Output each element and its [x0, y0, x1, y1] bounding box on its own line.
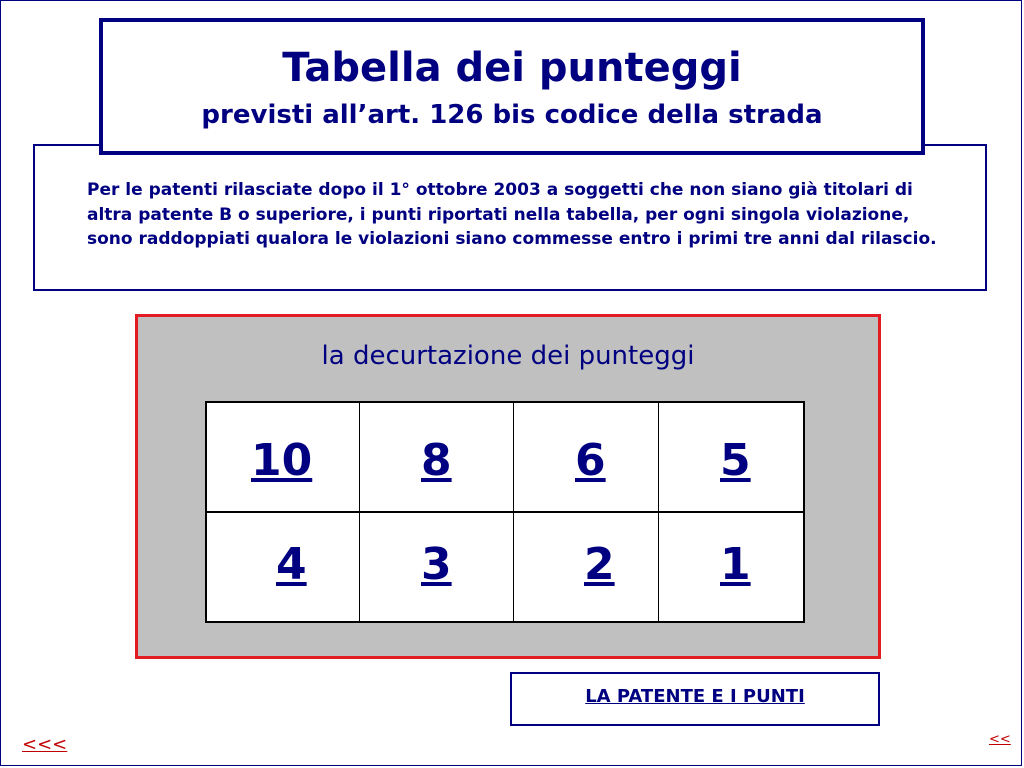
page-subtitle: previsti all’art. 126 bis codice della strada — [201, 100, 823, 130]
scores-table — [205, 401, 805, 623]
score-link-5[interactable]: 5 — [720, 435, 751, 486]
table-divider — [207, 511, 803, 513]
score-link-4[interactable]: 4 — [276, 539, 307, 590]
score-link-2[interactable]: 2 — [584, 539, 615, 590]
back-far-link[interactable]: <<< — [22, 734, 68, 755]
home-link[interactable]: LA PATENTE E I PUNTI — [585, 686, 805, 707]
info-text: Per le patenti rilasciate dopo il 1° ottobre 2003 a soggetti che non siano già titolari di altra patente B o superiore, i punti riportati nella tabella, per ogni singola violazione, sono raddoppiati qualora le violazioni siano commesse entro i primi tre anni dal rilascio. — [87, 180, 937, 249]
score-link-3[interactable]: 3 — [421, 539, 452, 590]
title-box — [99, 18, 925, 155]
page-title: Tabella dei punteggi — [282, 45, 742, 91]
info-box — [33, 144, 987, 291]
back-near-link[interactable]: << — [989, 732, 1011, 747]
score-link-6[interactable]: 6 — [575, 435, 606, 486]
score-link-8[interactable]: 8 — [421, 435, 452, 486]
score-link-10[interactable]: 10 — [251, 435, 313, 486]
home-link-box — [510, 672, 880, 726]
scores-panel — [135, 314, 881, 659]
scores-heading: la decurtazione dei punteggi — [321, 341, 695, 371]
score-link-1[interactable]: 1 — [720, 539, 751, 590]
